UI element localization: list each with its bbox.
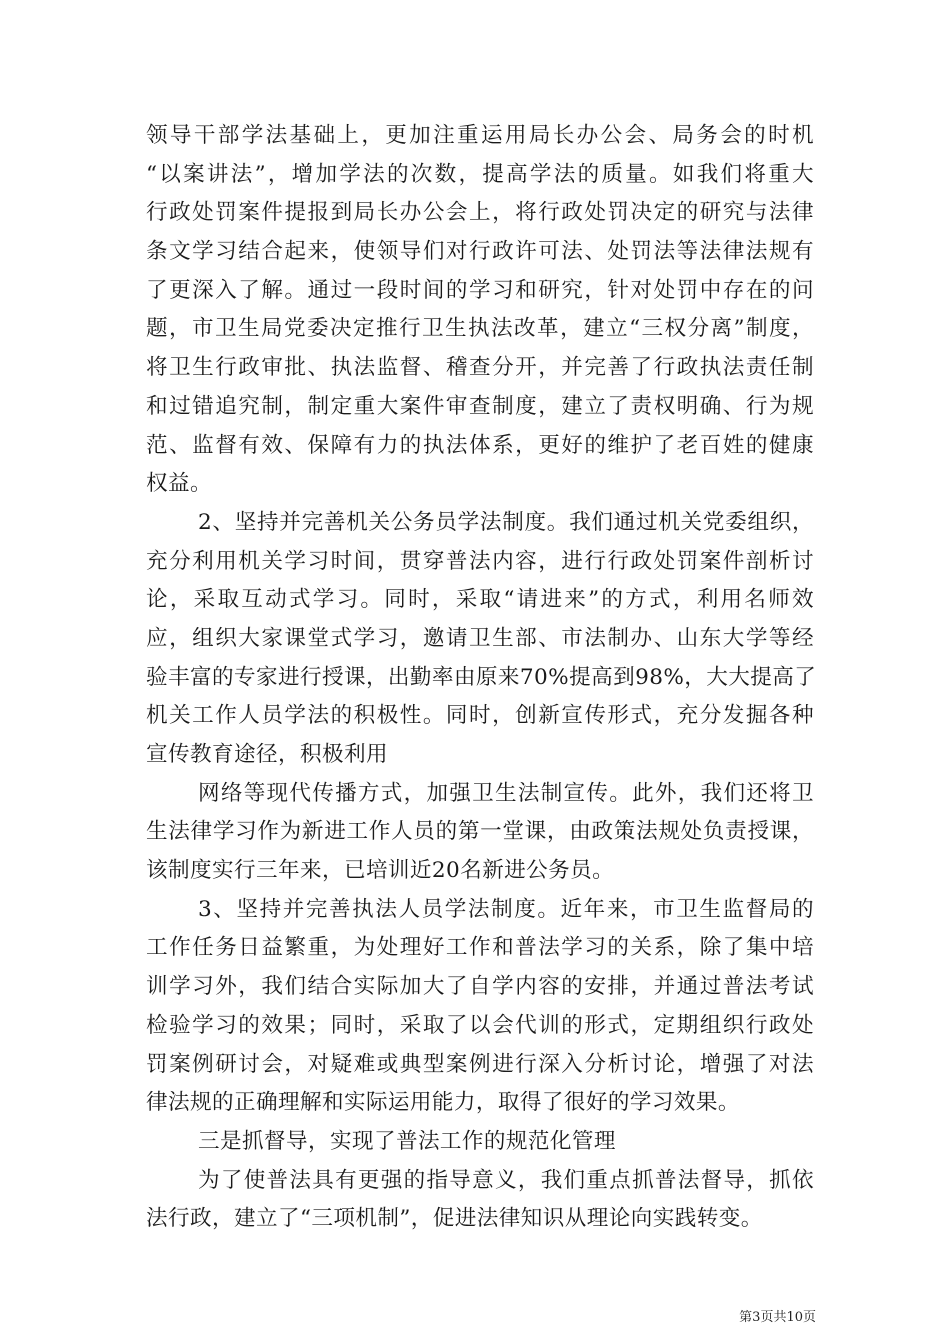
text-line: 和过错追究制，制定重大案件审查制度，建立了责权明确、行为规 xyxy=(146,393,814,419)
text-line: 检验学习的效果；同时，采取了以会代训的形式，定期组织行政处 xyxy=(146,1012,814,1038)
text-line: 该制度实行三年来，已培训近20名新进公务员。 xyxy=(146,858,615,884)
text-line: 三是抓督导，实现了普法工作的规范化管理 xyxy=(198,1128,616,1154)
document-body xyxy=(146,117,817,1239)
text-line: 法行政，建立了“三项机制”，促进法律知识从理论向实践转变。 xyxy=(146,1206,763,1232)
text-line: 机关工作人员学法的积极性。同时，创新宣传形式，充分发掘各种 xyxy=(146,703,814,729)
text-line: 3、坚持并完善执法人员学法制度。近年来，市卫生监督局的 xyxy=(198,896,814,922)
text-line: 将卫生行政审批、执法监督、稽查分开，并完善了行政执法责任制 xyxy=(146,355,814,381)
paragraph xyxy=(146,775,814,891)
text-line: 工作任务日益繁重，为处理好工作和普法学习的关系，除了集中培 xyxy=(146,935,814,961)
text-line: 验丰富的专家进行授课，出勤率由原来70%提高到98%，大大提高了 xyxy=(146,664,817,690)
page-number: 第3页共10页 xyxy=(739,1310,816,1325)
paragraph xyxy=(146,891,814,1123)
paragraph xyxy=(146,1162,814,1239)
text-line: “以案讲法”，增加学法的次数，提高学法的质量。如我们将重大 xyxy=(146,161,814,187)
text-line: 律法规的正确理解和实际运用能力，取得了很好的学习效果。 xyxy=(146,1090,740,1116)
text-line: 领导干部学法基础上，更加注重运用局长办公会、局务会的时机 xyxy=(146,123,814,148)
text-line: 论，采取互动式学习。同时，采取“请进来”的方式，利用名师效 xyxy=(146,587,814,613)
text-line: 为了使普法具有更强的指导意义，我们重点抓普法督导，抓依 xyxy=(198,1167,814,1193)
text-line: 网络等现代传播方式，加强卫生法制宣传。此外，我们还将卫 xyxy=(198,780,814,806)
text-line: 题，市卫生局党委决定推行卫生执法改革，建立“三权分离”制度， xyxy=(146,316,814,342)
paragraph xyxy=(146,1123,814,1162)
text-line: 训学习外，我们结合实际加大了自学内容的安排，并通过普法考试 xyxy=(146,974,814,1000)
text-line: 生法律学习作为新进工作人员的第一堂课，由政策法规处负责授课， xyxy=(146,819,814,845)
paragraph xyxy=(146,504,817,775)
text-line: 范、监督有效、保障有力的执法体系，更好的维护了老百姓的健康 xyxy=(146,432,814,458)
text-line: 权益。 xyxy=(146,471,212,497)
paragraph xyxy=(146,117,814,504)
text-line: 条文学习结合起来，使领导们对行政许可法、处罚法等法律法规有 xyxy=(146,239,814,265)
text-line: 2、坚持并完善机关公务员学法制度。我们通过机关党委组织， xyxy=(198,509,814,535)
text-line: 了更深入了解。通过一段时间的学习和研究，针对处罚中存在的问 xyxy=(146,277,814,303)
text-line: 罚案例研讨会，对疑难或典型案例进行深入分析讨论，增强了对法 xyxy=(146,1051,814,1077)
text-line: 充分利用机关学习时间，贯穿普法内容，进行行政处罚案件剖析讨 xyxy=(146,548,814,574)
text-line: 应，组织大家课堂式学习，邀请卫生部、市法制办、山东大学等经 xyxy=(146,625,814,651)
text-line: 宣传教育途径，积极利用 xyxy=(146,742,388,767)
text-line: 行政处罚案件提报到局长办公会上，将行政处罚决定的研究与法律 xyxy=(146,200,814,226)
